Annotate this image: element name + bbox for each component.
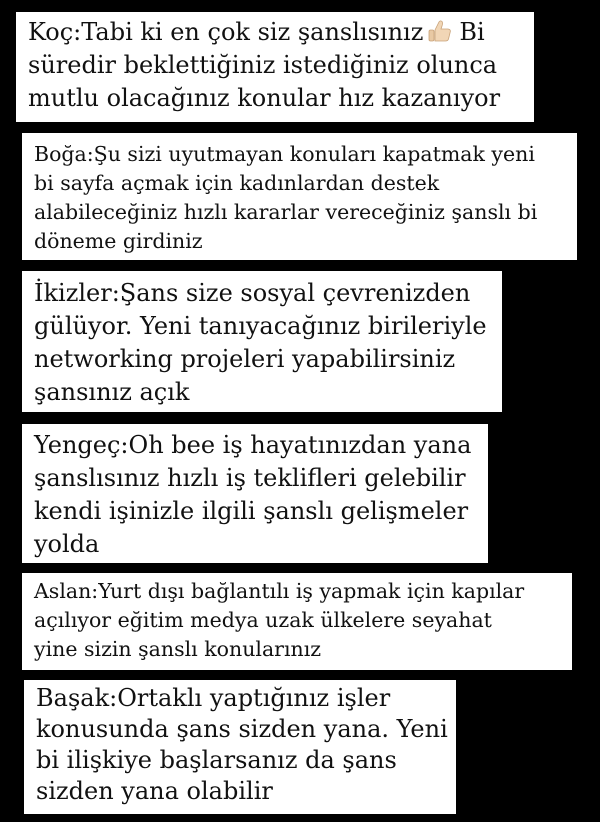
card-line: Başak:Ortaklı yaptığınız işler xyxy=(36,684,391,712)
card-line: Yengeç:Oh bee iş hayatınızdan yana xyxy=(34,431,472,459)
card-line: Aslan:Yurt dışı bağlantılı iş yapmak için kapılar xyxy=(34,579,525,603)
card-line: gülüyor. Yeni tanıyacağınız birileriyle xyxy=(34,312,487,340)
card-line: bi sayfa açmak için kadınlardan destek xyxy=(34,171,440,195)
card-line: networking projeleri yapabilirsiniz xyxy=(34,345,456,373)
card-line: döneme girdiniz xyxy=(34,229,203,253)
card-line: bi ilişkiye başlarsanız da şans xyxy=(36,746,397,774)
card-line: şanslısınız hızlı iş teklifleri gelebilir xyxy=(34,464,466,492)
card-line xyxy=(28,16,524,49)
card-aslan xyxy=(22,573,572,670)
card-text: Bi xyxy=(459,18,485,46)
card-line: Boğa:Şu sizi uyutmayan konuları kapatmak yeni xyxy=(34,142,535,166)
card-line: kendi işinizle ilgili şanslı gelişmeler xyxy=(34,497,469,525)
card-line: mutlu olacağınız konular hız kazanıyor xyxy=(28,84,501,112)
card-line: İkizler:Şans size sosyal çevrenizden xyxy=(34,279,471,307)
card-line: açılıyor eğitim medya uzak ülkelere seyahat xyxy=(34,608,492,632)
card-line: sizden yana olabilir xyxy=(36,777,273,805)
card-koc xyxy=(16,12,534,122)
card-ikizler xyxy=(22,271,502,412)
card-line: konusunda şans sizden yana. Yeni xyxy=(36,715,448,743)
card-line: süredir beklettiğiniz istediğiniz olunca xyxy=(28,51,498,79)
card-line: şansınız açık xyxy=(34,378,190,406)
card-yengec xyxy=(22,424,488,563)
thumbs-up-icon xyxy=(427,18,453,44)
card-line: alabileceğiniz hızlı kararlar vereceğiniz şanslı bi xyxy=(34,200,538,224)
card-line: yolda xyxy=(34,530,100,558)
card-boga xyxy=(22,133,577,260)
card-line: yine sizin şanslı konularınız xyxy=(34,637,322,661)
card-basak xyxy=(24,680,456,814)
card-text: Koç:Tabi ki en çok siz şanslısınız xyxy=(28,18,424,46)
